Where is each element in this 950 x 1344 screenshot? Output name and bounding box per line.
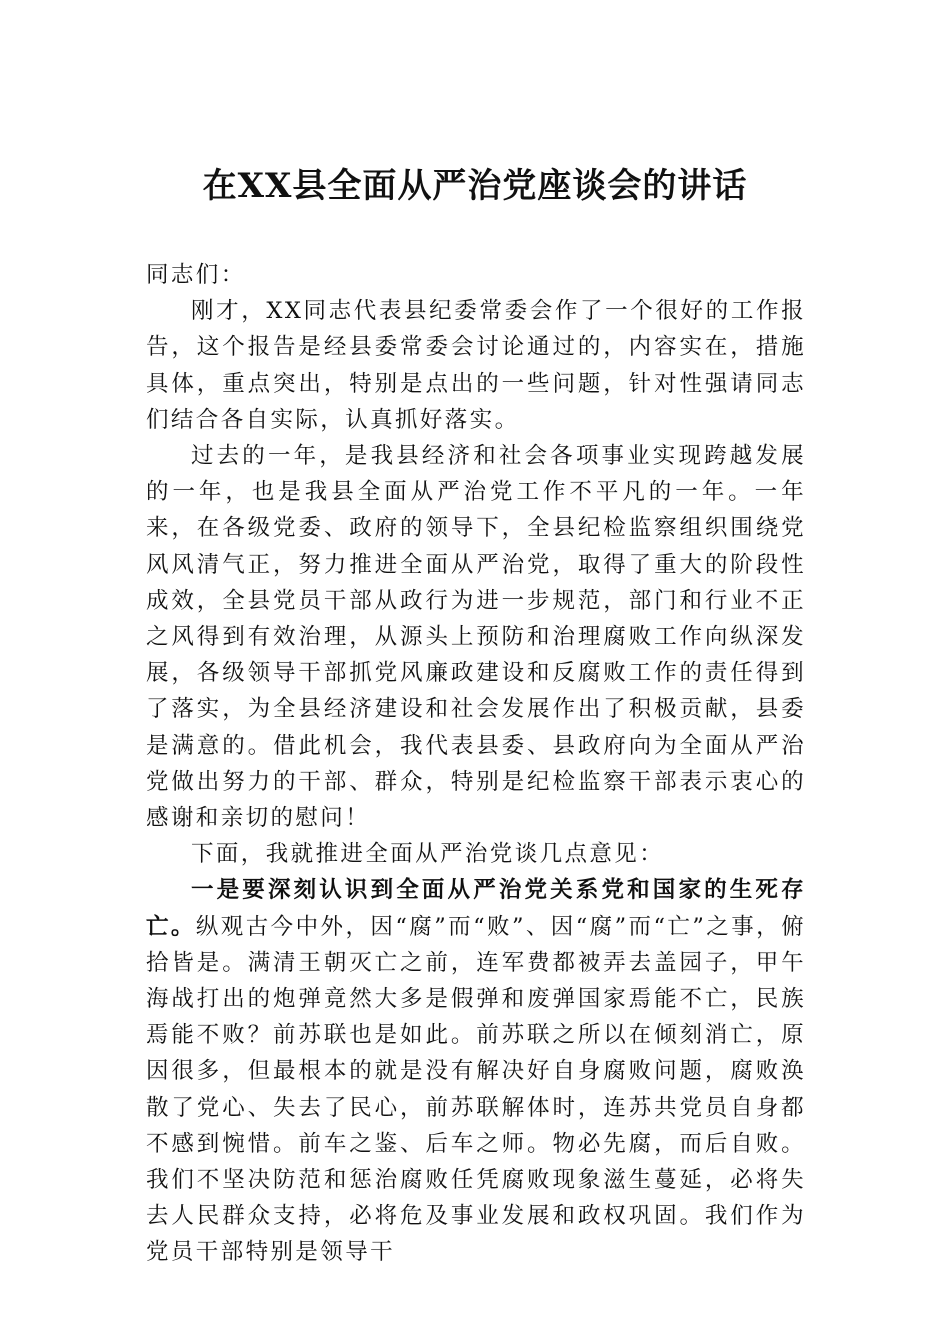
paragraph-4-heading: 一是要深刻认识到全面从严治党关系党和国家的生死存亡。 [146, 877, 806, 940]
document-body [146, 257, 806, 1271]
salutation: 同志们： [146, 262, 246, 288]
paragraph-2: 过去的一年，是我县经济和社会各项事业实现跨越发展的一年，也是我县全面从严治党工作不平凡的一年。一年来，在各级党委、政府的领导下，全县纪检监察组织围绕党风风清气正，努力推进全面从严治党，取得了重大的阶段性成效，全县党员干部从政行为进一步规范，部门和行业不正之风得到有效治理，从源头上预防和治理腐败工作向纵深发展，各级领导干部抓党风廉政建设和反腐败工作的责任得到了落实，为全县经济建设和社会发展作出了积极贡献，县委是满意的。借此机会，我代表县委、县政府向为全面从严治党做出努力的干部、群众，特别是纪检监察干部表示衷心的感谢和亲切的慰问！ [146, 443, 806, 832]
paragraph-4 [146, 872, 806, 1270]
document-title: 在XX县全面从严治党座谈会的讲话 [202, 166, 748, 206]
paragraph-1: 刚才，XX同志代表县纪委常委会作了一个很好的工作报告，这个报告是经县委常委会讨论通过的，内容实在，措施具体，重点突出，特别是点出的一些问题，针对性强请同志们结合各自实际，认真抓好落实。 [146, 298, 806, 433]
paragraph-4-body: 纵观古今中外，因“腐”而“败”、因“腐”而“亡”之事，俯拾皆是。满清王朝灭亡之前，连军费都被弄去盖园子，甲午海战打出的炮弹竟然大多是假弹和废弹国家焉能不亡，民族焉能不败？前苏联也是如此。前苏联之所以在倾刻消亡，原因很多，但最根本的就是没有解决好自身腐败问题，腐败涣散了党心、失去了民心，前苏联解体时，连苏共党员自身都不感到惋惜。前车之鉴、后车之师。物必先腐，而后自败。我们不坚决防范和惩治腐败任凭腐败现象滋生蔓延，必将失去人民群众支持，必将危及事业发展和政权巩固。我们作为党员干部特别是领导干 [146, 913, 806, 1266]
paragraph-3: 下面，我就推进全面从严治党谈几点意见： [191, 841, 665, 868]
